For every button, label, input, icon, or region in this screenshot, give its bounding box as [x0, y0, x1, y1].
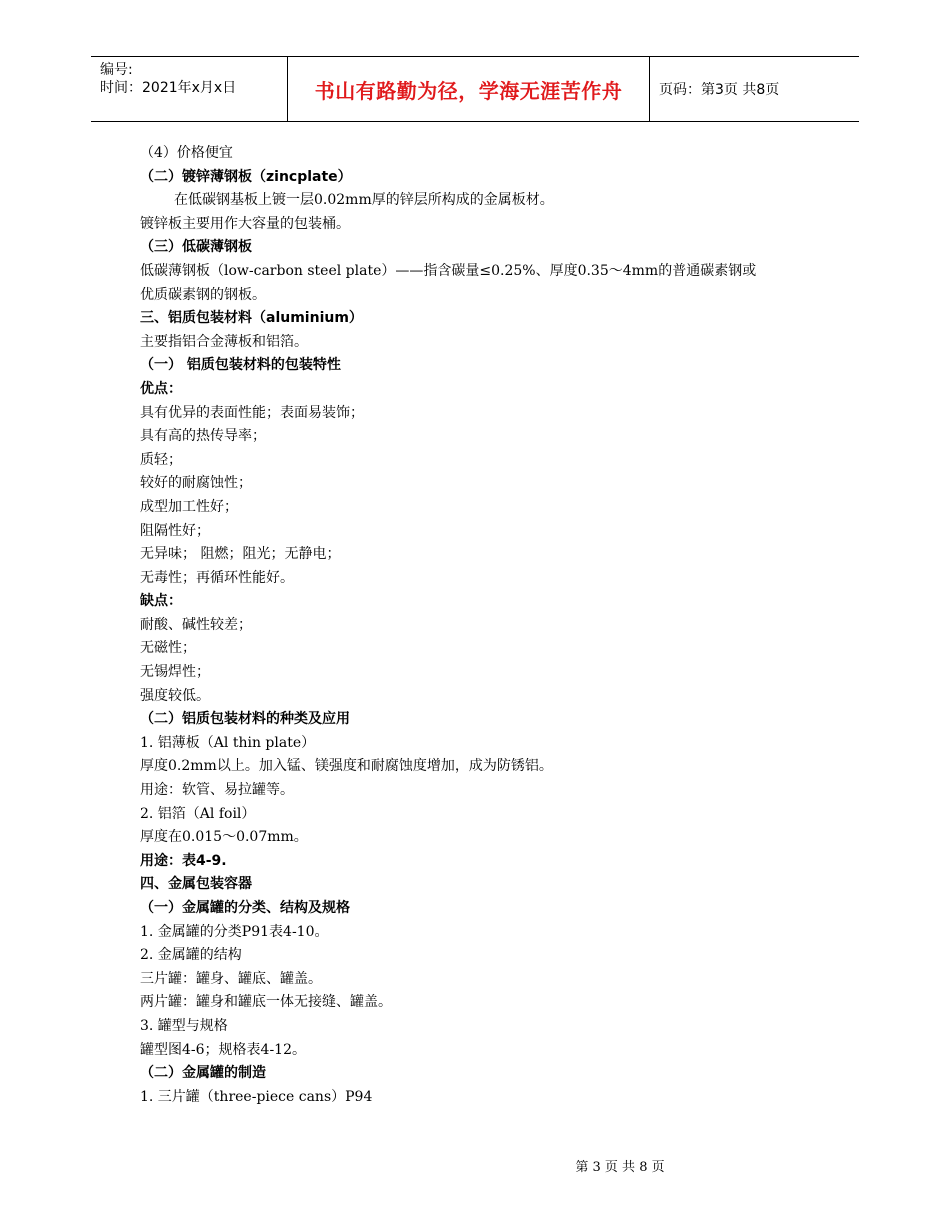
section-heading: （一） 铝质包装材料的包装特性: [140, 357, 341, 374]
body-text-line: 在低碳钢基板上镀一层0.02mm厚的锌层所构成的金属板材。: [174, 192, 554, 209]
section-heading: （三）低碳薄钢板: [140, 239, 252, 256]
section-heading: 用途：表4-9.: [140, 852, 227, 869]
section-heading: （二）金属罐的制造: [140, 1065, 266, 1082]
header-page-info: 页码：第3页 共8页: [659, 82, 780, 98]
body-text-line: 具有高的热传导率；: [140, 428, 266, 445]
body-text-line: 无磁性；: [140, 640, 196, 657]
header-motto: 书山有路勤为径，学海无涯苦作舟: [314, 78, 623, 103]
body-text-line: 无毒性；再循环性能好。: [140, 569, 294, 586]
body-text-line: 用途：软管、易拉罐等。: [140, 782, 294, 799]
body-text-line: 1. 金属罐的分类P91表4-10。: [140, 923, 329, 940]
body-text-line: 2. 铝箔（Al foil）: [140, 805, 256, 822]
body-text-line: 罐型图4-6；规格表4-12。: [140, 1041, 306, 1058]
header-time-label: 时间：2021年x月x日: [100, 80, 237, 96]
body-text-line: 1. 铝薄板（Al thin plate）: [140, 734, 316, 751]
section-heading: 三、铝质包装材料（aluminium）: [140, 310, 363, 327]
section-heading: 四、金属包装容器: [140, 876, 252, 893]
header-code-label: 编号:: [100, 62, 133, 78]
body-text-line: 厚度0.2mm以上。加入锰、镁强度和耐腐蚀度增加，成为防锈铝。: [140, 758, 553, 775]
body-text-line: 阻隔性好；: [140, 522, 210, 539]
section-heading: （二）镀锌薄钢板（zincplate）: [140, 168, 352, 185]
header-page-cell: [650, 57, 859, 121]
body-text-line: 质轻；: [140, 451, 182, 468]
body-text-line: 3. 罐型与规格: [140, 1017, 228, 1034]
body-text-line: 主要指铝合金薄板和铝箔。: [140, 333, 308, 350]
body-text-line: 三片罐：罐身、罐底、罐盖。: [140, 970, 322, 987]
body-text-line: （4）价格便宜: [140, 145, 233, 161]
header-motto-cell: [287, 57, 650, 121]
body-text-line: 具有优异的表面性能；表面易装饰；: [140, 404, 364, 421]
body-text-line: 成型加工性好；: [140, 498, 238, 515]
page-header: [91, 56, 859, 122]
body-text-line: 厚度在0.015～0.07mm。: [140, 829, 308, 846]
body-text-line: 两片罐：罐身和罐底一体无接缝、罐盖。: [140, 994, 392, 1011]
body-text-line: 强度较低。: [140, 687, 210, 704]
body-text-line: 镀锌板主要用作大容量的包装桶。: [140, 215, 350, 232]
body-text-line: 耐酸、碱性较差；: [140, 616, 252, 633]
body-text-line: 低碳薄钢板（low-carbon steel plate）——指含碳量≤0.25%、厚度0.35～4mm的普通碳素钢或: [140, 262, 757, 279]
section-heading: 缺点：: [140, 593, 182, 610]
body-text-line: 无异味； 阻燃；阻光；无静电；: [140, 546, 341, 563]
page-footer: 第 3 页 共 8 页: [575, 1160, 665, 1175]
section-heading: （一）金属罐的分类、结构及规格: [140, 900, 350, 916]
section-heading: （二）铝质包装材料的种类及应用: [140, 711, 350, 728]
section-heading: 优点：: [140, 380, 182, 397]
body-text-line: 较好的耐腐蚀性；: [140, 475, 252, 492]
body-text-line: 1. 三片罐（three-piece cans）P94: [140, 1088, 373, 1105]
body-text-line: 2. 金属罐的结构: [140, 947, 242, 964]
header-meta-cell: [91, 57, 287, 121]
body-text-line: 无锡焊性；: [140, 664, 210, 681]
document-body: [140, 142, 820, 1109]
body-text-line: 优质碳素钢的钢板。: [140, 286, 266, 303]
